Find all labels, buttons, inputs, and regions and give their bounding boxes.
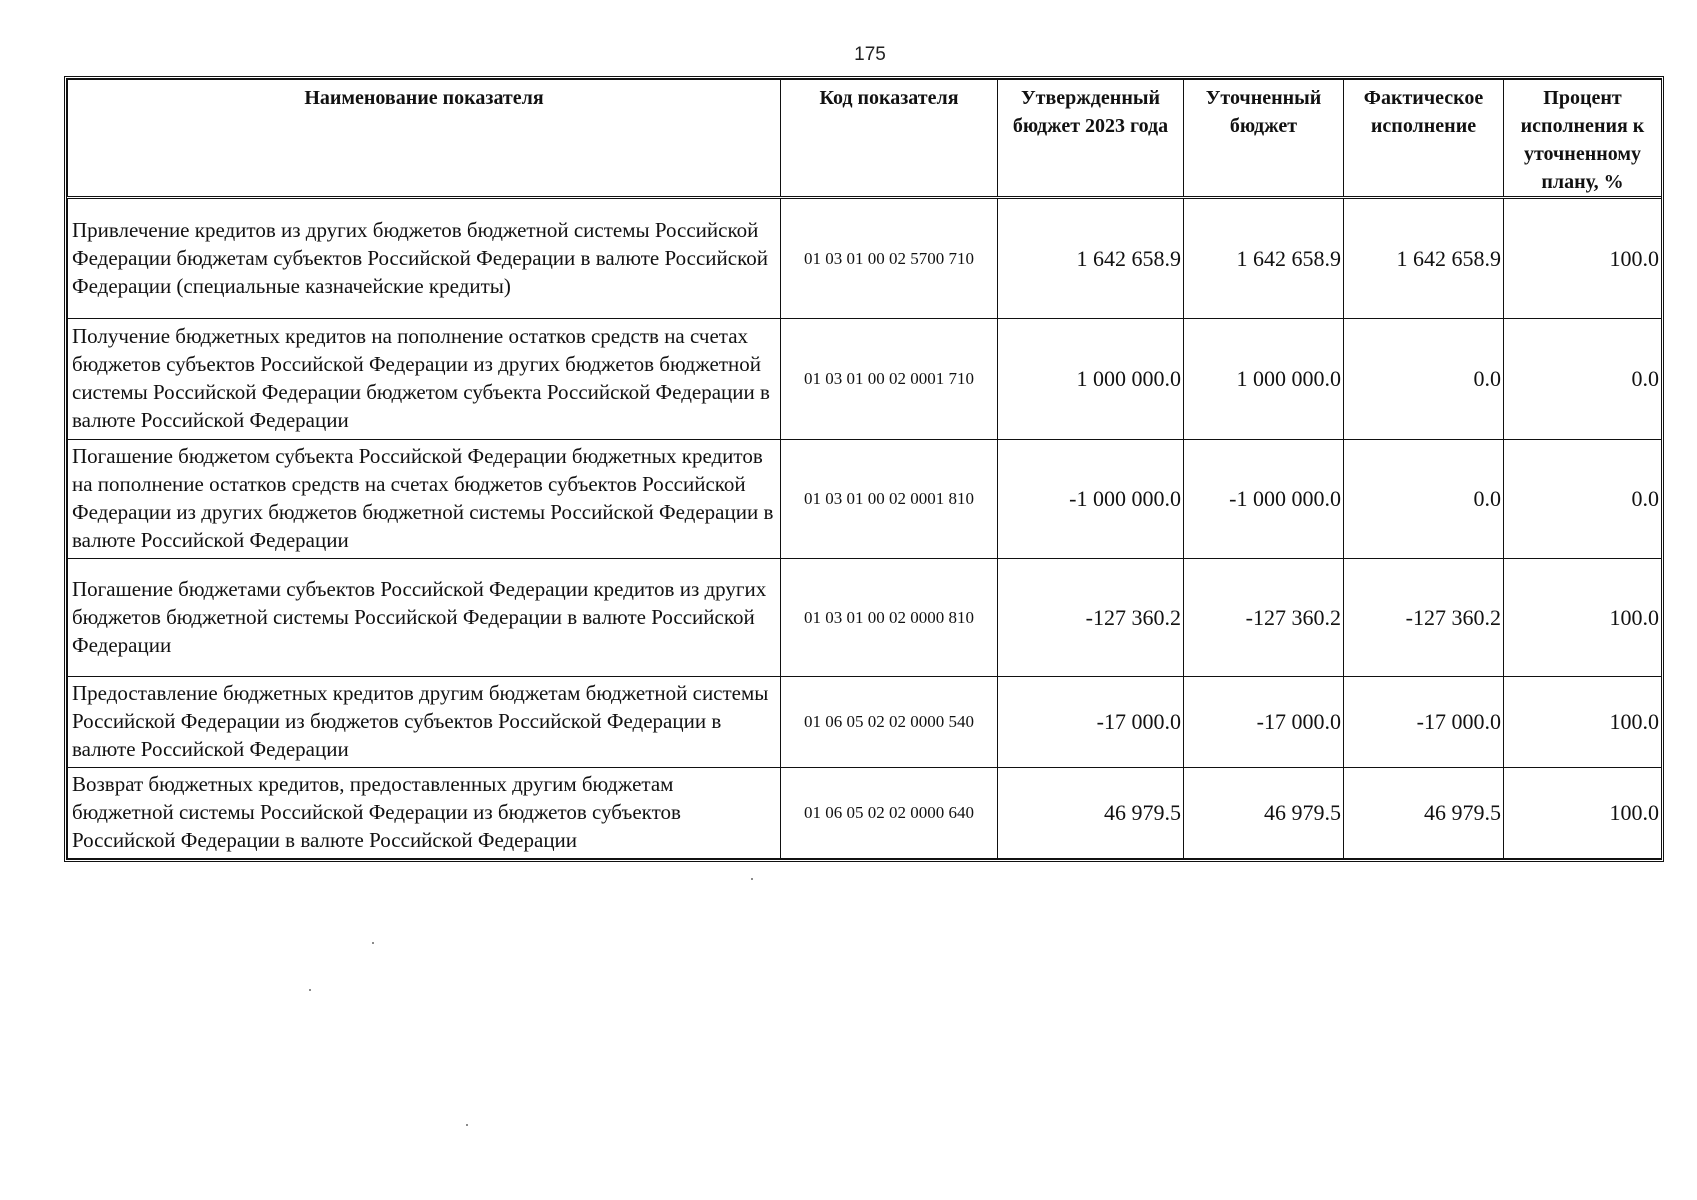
header-execution-percent: Процент исполнения к уточненному плану, % <box>1504 80 1662 198</box>
row-actual-cell: 1 642 658.9 <box>1344 198 1504 319</box>
row-actual-cell: 0.0 <box>1344 440 1504 559</box>
row-refined-cell: -1 000 000.0 <box>1184 440 1344 559</box>
row-refined-cell: 46 979.5 <box>1184 768 1344 859</box>
table-row <box>68 440 1662 559</box>
row-actual-cell: 0.0 <box>1344 319 1504 440</box>
row-percent-cell: 100.0 <box>1504 559 1662 677</box>
row-name-cell: Погашение бюджетом субъекта Российской Федерации бюджетных кредитов на пополнение остатков средств на счетах бюджетов субъектов Российской Федерации из других бюджетов бюджетной системы Российской Федерации в валюте Российской Федерации <box>68 440 781 559</box>
header-code: Код показателя <box>781 80 998 198</box>
row-refined-cell: -17 000.0 <box>1184 677 1344 768</box>
row-refined-cell: -127 360.2 <box>1184 559 1344 677</box>
row-refined-cell: 1 642 658.9 <box>1184 198 1344 319</box>
row-percent-cell: 0.0 <box>1504 440 1662 559</box>
row-actual-cell: 46 979.5 <box>1344 768 1504 859</box>
row-percent-cell: 0.0 <box>1504 319 1662 440</box>
row-approved-cell: 46 979.5 <box>998 768 1184 859</box>
row-name-cell: Привлечение кредитов из других бюджетов бюджетной системы Российской Федерации бюджетам субъектов Российской Федерации в валюте Российской Федерации (специальные казначейские кредиты) <box>68 198 781 319</box>
scan-speck <box>466 1124 468 1126</box>
table-row <box>68 198 1662 319</box>
header-actual-execution: Фактическое исполнение <box>1344 80 1504 198</box>
budget-table-frame <box>64 76 1664 862</box>
row-code-cell: 01 03 01 00 02 0001 810 <box>781 440 998 559</box>
header-approved-budget: Утвержденный бюджет 2023 года <box>998 80 1184 198</box>
row-approved-cell: -17 000.0 <box>998 677 1184 768</box>
row-actual-cell: -17 000.0 <box>1344 677 1504 768</box>
row-percent-cell: 100.0 <box>1504 677 1662 768</box>
row-name-cell: Возврат бюджетных кредитов, предоставленных другим бюджетам бюджетной системы Российской Федерации из бюджетов субъектов Российской Федерации в валюте Российской Федерации <box>68 768 781 859</box>
scan-speck <box>309 989 311 991</box>
row-approved-cell: -1 000 000.0 <box>998 440 1184 559</box>
row-code-cell: 01 03 01 00 02 0000 810 <box>781 559 998 677</box>
table-header-row <box>68 80 1662 198</box>
table-row <box>68 559 1662 677</box>
header-refined-budget: Уточненный бюджет <box>1184 80 1344 198</box>
row-percent-cell: 100.0 <box>1504 198 1662 319</box>
row-code-cell: 01 03 01 00 02 0001 710 <box>781 319 998 440</box>
budget-execution-table <box>67 79 1662 859</box>
scan-speck <box>372 942 374 944</box>
row-code-cell: 01 03 01 00 02 5700 710 <box>781 198 998 319</box>
row-approved-cell: -127 360.2 <box>998 559 1184 677</box>
row-approved-cell: 1 642 658.9 <box>998 198 1184 319</box>
row-actual-cell: -127 360.2 <box>1344 559 1504 677</box>
row-code-cell: 01 06 05 02 02 0000 640 <box>781 768 998 859</box>
header-name: Наименование показателя <box>68 80 781 198</box>
row-code-cell: 01 06 05 02 02 0000 540 <box>781 677 998 768</box>
page-number: 175 <box>854 44 886 65</box>
row-percent-cell: 100.0 <box>1504 768 1662 859</box>
table-row <box>68 319 1662 440</box>
row-approved-cell: 1 000 000.0 <box>998 319 1184 440</box>
table-row <box>68 677 1662 768</box>
scan-speck <box>751 878 753 880</box>
row-name-cell: Предоставление бюджетных кредитов другим бюджетам бюджетной системы Российской Федерации из бюджетов субъектов Российской Федерации в валюте Российской Федерации <box>68 677 781 768</box>
row-name-cell: Получение бюджетных кредитов на пополнение остатков средств на счетах бюджетов субъектов Российской Федерации из других бюджетов бюджетной системы Российской Федерации бюджетом субъекта Российской Федерации в валюте Российской Федерации <box>68 319 781 440</box>
row-name-cell: Погашение бюджетами субъектов Российской Федерации кредитов из других бюджетов бюджетной системы Российской Федерации в валюте Российской Федерации <box>68 559 781 677</box>
table-row <box>68 768 1662 859</box>
row-refined-cell: 1 000 000.0 <box>1184 319 1344 440</box>
